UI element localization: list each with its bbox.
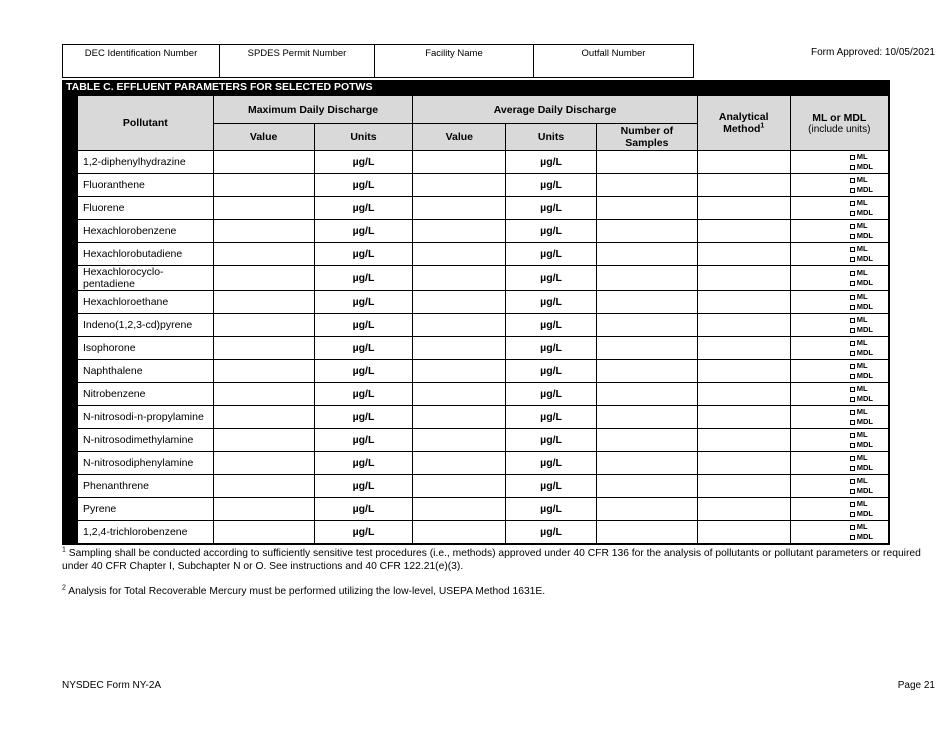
avg-daily-value-cell[interactable] — [413, 360, 506, 383]
ml-checkbox[interactable] — [850, 410, 855, 415]
ml-checkbox-label: ML — [856, 499, 868, 508]
field-label-dec-id: DEC Identification Number — [84, 48, 198, 59]
analytical-method-cell[interactable] — [697, 475, 790, 498]
analytical-method-footnote-marker: 1 — [760, 122, 765, 130]
avg-daily-value-cell[interactable] — [413, 383, 506, 406]
ml-mdl-cell — [790, 337, 889, 360]
header-avg-value: Value — [413, 124, 506, 151]
pollutant-name: N-nitrosodiphenylamine — [70, 452, 213, 475]
analytical-method-cell[interactable] — [697, 291, 790, 314]
max-daily-units-cell: µg/L — [314, 151, 413, 174]
number-of-samples-cell[interactable] — [596, 429, 697, 452]
max-daily-units-cell: µg/L — [314, 498, 413, 521]
ml-checkbox-label: ML — [856, 292, 868, 301]
ml-checkbox[interactable] — [850, 525, 855, 530]
analytical-method-cell[interactable] — [697, 266, 790, 291]
ml-checkbox-label: ML — [856, 476, 868, 485]
mdl-checkbox[interactable] — [850, 165, 855, 170]
ml-checkbox[interactable] — [850, 178, 855, 183]
max-daily-value-cell[interactable] — [213, 429, 314, 452]
footnote-1 — [62, 547, 938, 573]
number-of-samples-cell[interactable] — [596, 197, 697, 220]
table-row — [70, 314, 889, 337]
avg-daily-value-cell[interactable] — [413, 243, 506, 266]
table-row — [70, 174, 889, 197]
analytical-method-cell[interactable] — [697, 360, 790, 383]
ml-checkbox-label: ML — [856, 315, 868, 324]
number-of-samples-cell[interactable] — [596, 498, 697, 521]
table-row — [70, 197, 889, 220]
number-of-samples-cell[interactable] — [596, 452, 697, 475]
header-max-value: Value — [213, 124, 314, 151]
max-daily-units-cell: µg/L — [314, 220, 413, 243]
pollutant-name: Phenanthrene — [70, 475, 213, 498]
avg-daily-value-cell[interactable] — [413, 498, 506, 521]
ml-mdl-cell — [790, 174, 889, 197]
table-row — [70, 243, 889, 266]
field-label-facility-name: Facility Name — [425, 48, 483, 59]
avg-daily-units-cell: µg/L — [506, 220, 597, 243]
number-of-samples-cell[interactable] — [596, 243, 697, 266]
field-label-spdes-permit: SPDES Permit Number — [247, 48, 347, 59]
number-of-samples-cell[interactable] — [596, 314, 697, 337]
footer-form-number: NYSDEC Form NY-2A — [62, 680, 162, 691]
avg-daily-value-cell[interactable] — [413, 291, 506, 314]
ml-mdl-cell — [790, 291, 889, 314]
ml-checkbox-label: ML — [856, 430, 868, 439]
max-daily-value-cell[interactable] — [213, 360, 314, 383]
mdl-checkbox-label: MDL — [856, 440, 873, 449]
footnotes — [62, 547, 938, 598]
avg-daily-units-cell: µg/L — [506, 266, 597, 291]
ml-mdl-cell — [790, 266, 889, 291]
mdl-checkbox[interactable] — [850, 234, 855, 239]
header-ml-or-mdl — [790, 96, 889, 151]
ml-checkbox-label: ML — [856, 268, 868, 277]
avg-daily-units-cell: µg/L — [506, 174, 597, 197]
mdl-checkbox-label: MDL — [856, 208, 873, 217]
analytical-method-cell[interactable] — [697, 197, 790, 220]
avg-daily-value-cell[interactable] — [413, 220, 506, 243]
avg-daily-value-cell[interactable] — [413, 452, 506, 475]
ml-or-mdl-label: ML or MDL — [812, 111, 867, 124]
table-row — [70, 521, 889, 545]
ml-checkbox[interactable] — [850, 318, 855, 323]
table-row — [70, 291, 889, 314]
avg-daily-value-cell[interactable] — [413, 266, 506, 291]
avg-daily-units-cell: µg/L — [506, 360, 597, 383]
ml-mdl-cell — [790, 429, 889, 452]
max-daily-units-cell: µg/L — [314, 197, 413, 220]
number-of-samples-cell[interactable] — [596, 220, 697, 243]
max-daily-value-cell[interactable] — [213, 314, 314, 337]
mdl-checkbox-label: MDL — [856, 509, 873, 518]
pollutant-name: Isophorone — [70, 337, 213, 360]
max-daily-units-cell: µg/L — [314, 475, 413, 498]
mdl-checkbox[interactable] — [850, 328, 855, 333]
analytical-method-cell[interactable] — [697, 383, 790, 406]
number-of-samples-cell[interactable] — [596, 406, 697, 429]
page-footer — [62, 680, 935, 691]
table-row — [70, 498, 889, 521]
avg-daily-value-cell[interactable] — [413, 197, 506, 220]
header-number-of-samples: Number of Samples — [596, 124, 697, 151]
pollutant-name: Indeno(1,2,3-cd)pyrene — [70, 314, 213, 337]
ml-checkbox-label: ML — [856, 384, 868, 393]
max-daily-units-cell: µg/L — [314, 452, 413, 475]
ml-checkbox[interactable] — [850, 433, 855, 438]
ml-checkbox[interactable] — [850, 341, 855, 346]
avg-daily-units-cell: µg/L — [506, 452, 597, 475]
mdl-checkbox-label: MDL — [856, 463, 873, 472]
mdl-checkbox[interactable] — [850, 420, 855, 425]
max-daily-value-cell[interactable] — [213, 406, 314, 429]
number-of-samples-cell[interactable] — [596, 291, 697, 314]
max-daily-value-cell[interactable] — [213, 197, 314, 220]
table-row — [70, 406, 889, 429]
avg-daily-value-cell[interactable] — [413, 337, 506, 360]
max-daily-value-cell[interactable] — [213, 291, 314, 314]
footnote-2-marker: 2 — [62, 584, 66, 592]
avg-daily-units-cell: µg/L — [506, 406, 597, 429]
ml-checkbox-label: ML — [856, 338, 868, 347]
ml-checkbox-label: ML — [856, 244, 868, 253]
ml-checkbox-label: ML — [856, 453, 868, 462]
max-daily-value-cell[interactable] — [213, 383, 314, 406]
mdl-checkbox-label: MDL — [856, 278, 873, 287]
ml-checkbox-label: ML — [856, 522, 868, 531]
footer-page-number: Page 21 — [897, 680, 935, 691]
max-daily-value-cell[interactable] — [213, 498, 314, 521]
header-max-units: Units — [314, 124, 413, 151]
pollutant-name: 1,2,4-trichlorobenzene — [70, 521, 213, 545]
mdl-checkbox-label: MDL — [856, 162, 873, 171]
outfall-number-input[interactable] — [534, 59, 693, 77]
dec-id-input[interactable] — [63, 59, 219, 77]
pollutant-name: Fluorene — [70, 197, 213, 220]
mdl-checkbox[interactable] — [850, 281, 855, 286]
table-row — [70, 452, 889, 475]
avg-daily-value-cell[interactable] — [413, 429, 506, 452]
ml-checkbox-label: ML — [856, 198, 868, 207]
max-daily-value-cell[interactable] — [213, 243, 314, 266]
avg-daily-value-cell[interactable] — [413, 475, 506, 498]
number-of-samples-cell[interactable] — [596, 151, 697, 174]
pollutant-name: N-nitrosodimethylamine — [70, 429, 213, 452]
table-row — [70, 151, 889, 174]
number-of-samples-cell[interactable] — [596, 174, 697, 197]
number-of-samples-cell[interactable] — [596, 521, 697, 545]
mdl-checkbox[interactable] — [850, 466, 855, 471]
header-analytical-method — [697, 96, 790, 151]
ml-checkbox[interactable] — [850, 295, 855, 300]
avg-daily-units-cell: µg/L — [506, 337, 597, 360]
ml-checkbox[interactable] — [850, 247, 855, 252]
number-of-samples-cell[interactable] — [596, 266, 697, 291]
mdl-checkbox[interactable] — [850, 351, 855, 356]
ml-checkbox[interactable] — [850, 456, 855, 461]
max-daily-value-cell[interactable] — [213, 521, 314, 545]
effluent-parameters-table — [62, 95, 890, 545]
avg-daily-units-cell: µg/L — [506, 383, 597, 406]
ml-mdl-cell — [790, 406, 889, 429]
facility-name-input[interactable] — [375, 59, 533, 77]
header-avg-units: Units — [506, 124, 597, 151]
mdl-checkbox[interactable] — [850, 374, 855, 379]
field-box-dec-id — [62, 44, 220, 78]
max-daily-value-cell[interactable] — [213, 220, 314, 243]
footnote-2 — [62, 585, 938, 598]
max-daily-units-cell: µg/L — [314, 266, 413, 291]
mdl-checkbox[interactable] — [850, 211, 855, 216]
ml-checkbox[interactable] — [850, 155, 855, 160]
ml-checkbox[interactable] — [850, 271, 855, 276]
ml-checkbox[interactable] — [850, 502, 855, 507]
max-daily-value-cell[interactable] — [213, 475, 314, 498]
footnote-2-text: Analysis for Total Recoverable Mercury must be performed utilizing the low-level, USEPA Method 1631E. — [68, 586, 546, 597]
mdl-checkbox-label: MDL — [856, 302, 873, 311]
number-of-samples-cell[interactable] — [596, 475, 697, 498]
avg-daily-value-cell[interactable] — [413, 174, 506, 197]
table-row — [70, 360, 889, 383]
ml-mdl-cell — [790, 360, 889, 383]
ml-mdl-cell — [790, 498, 889, 521]
avg-daily-units-cell: µg/L — [506, 475, 597, 498]
ml-mdl-cell — [790, 243, 889, 266]
mdl-checkbox-label: MDL — [856, 254, 873, 263]
avg-daily-units-cell: µg/L — [506, 151, 597, 174]
ml-mdl-cell — [790, 151, 889, 174]
table-row — [70, 266, 889, 291]
pollutant-name: Hexachlorobenzene — [70, 220, 213, 243]
footnote-1-text: Sampling shall be conducted according to sufficiently sensitive test procedures (i.e., methods) approved under 40 CFR 136 for the analysis of pollutants or pollutant parameters or required under 40 CFR Chapter I, Subchapter N or O. See instructions and 40 CFR 122.21(e)(3). — [62, 548, 921, 572]
ml-checkbox-label: ML — [856, 152, 868, 161]
pollutant-name: Hexachlorocyclo-pentadiene — [70, 266, 213, 291]
pollutant-name: 1,2-diphenylhydrazine — [70, 151, 213, 174]
mdl-checkbox[interactable] — [850, 257, 855, 262]
number-of-samples-cell[interactable] — [596, 337, 697, 360]
ml-mdl-cell — [790, 220, 889, 243]
mdl-checkbox[interactable] — [850, 443, 855, 448]
field-box-spdes-permit — [219, 44, 375, 78]
ml-checkbox-label: ML — [856, 175, 868, 184]
ml-mdl-cell — [790, 383, 889, 406]
max-daily-units-cell: µg/L — [314, 406, 413, 429]
mdl-checkbox-label: MDL — [856, 371, 873, 380]
avg-daily-units-cell: µg/L — [506, 314, 597, 337]
pollutant-name: Hexachlorobutadiene — [70, 243, 213, 266]
max-daily-units-cell: µg/L — [314, 360, 413, 383]
avg-daily-units-cell: µg/L — [506, 291, 597, 314]
ml-checkbox-label: ML — [856, 221, 868, 230]
ml-checkbox[interactable] — [850, 224, 855, 229]
analytical-method-cell[interactable] — [697, 314, 790, 337]
avg-daily-value-cell[interactable] — [413, 314, 506, 337]
max-daily-value-cell[interactable] — [213, 151, 314, 174]
ml-mdl-cell — [790, 521, 889, 545]
avg-daily-value-cell[interactable] — [413, 521, 506, 545]
ml-mdl-cell — [790, 314, 889, 337]
analytical-method-cell[interactable] — [697, 498, 790, 521]
analytical-method-cell[interactable] — [697, 406, 790, 429]
number-of-samples-cell[interactable] — [596, 383, 697, 406]
include-units-label: (include units) — [808, 123, 871, 135]
avg-daily-units-cell: µg/L — [506, 197, 597, 220]
max-daily-units-cell: µg/L — [314, 337, 413, 360]
mdl-checkbox-label: MDL — [856, 325, 873, 334]
mdl-checkbox[interactable] — [850, 188, 855, 193]
pollutant-name: Nitrobenzene — [70, 383, 213, 406]
mdl-checkbox[interactable] — [850, 397, 855, 402]
number-of-samples-cell[interactable] — [596, 360, 697, 383]
mdl-checkbox-label: MDL — [856, 486, 873, 495]
mdl-checkbox-label: MDL — [856, 532, 873, 541]
max-daily-units-cell: µg/L — [314, 521, 413, 545]
table-title: TABLE C. EFFLUENT PARAMETERS FOR SELECTED POTWS — [62, 80, 890, 95]
ml-mdl-cell — [790, 452, 889, 475]
max-daily-value-cell[interactable] — [213, 337, 314, 360]
avg-daily-value-cell[interactable] — [413, 151, 506, 174]
avg-daily-units-cell: µg/L — [506, 243, 597, 266]
ml-mdl-cell — [790, 197, 889, 220]
mdl-checkbox[interactable] — [850, 305, 855, 310]
max-daily-units-cell: µg/L — [314, 429, 413, 452]
field-label-outfall-number: Outfall Number — [581, 48, 646, 59]
max-daily-units-cell: µg/L — [314, 383, 413, 406]
max-daily-units-cell: µg/L — [314, 174, 413, 197]
analytical-method-cell[interactable] — [697, 429, 790, 452]
field-box-facility-name — [374, 44, 534, 78]
mdl-checkbox-label: MDL — [856, 394, 873, 403]
spdes-permit-input[interactable] — [220, 59, 374, 77]
pollutant-name: Hexachloroethane — [70, 291, 213, 314]
field-box-outfall-number — [533, 44, 694, 78]
max-daily-value-cell[interactable] — [213, 266, 314, 291]
ml-checkbox[interactable] — [850, 387, 855, 392]
header-avg-daily-discharge: Average Daily Discharge — [413, 96, 697, 124]
analytical-method-cell[interactable] — [697, 243, 790, 266]
header-field-boxes — [62, 44, 694, 78]
analytical-method-cell[interactable] — [697, 174, 790, 197]
max-daily-units-cell: µg/L — [314, 291, 413, 314]
avg-daily-value-cell[interactable] — [413, 406, 506, 429]
table-row — [70, 429, 889, 452]
ml-checkbox-label: ML — [856, 361, 868, 370]
analytical-method-cell[interactable] — [697, 220, 790, 243]
ml-checkbox[interactable] — [850, 201, 855, 206]
pollutant-name: N-nitrosodi-n-propylamine — [70, 406, 213, 429]
max-daily-units-cell: µg/L — [314, 243, 413, 266]
max-daily-value-cell[interactable] — [213, 452, 314, 475]
table-row — [70, 337, 889, 360]
ml-checkbox[interactable] — [850, 364, 855, 369]
analytical-method-cell[interactable] — [697, 452, 790, 475]
mdl-checkbox[interactable] — [850, 489, 855, 494]
avg-daily-units-cell: µg/L — [506, 498, 597, 521]
mdl-checkbox-label: MDL — [856, 231, 873, 240]
table-row — [70, 383, 889, 406]
avg-daily-units-cell: µg/L — [506, 521, 597, 545]
mdl-checkbox[interactable] — [850, 512, 855, 517]
mdl-checkbox[interactable] — [850, 535, 855, 540]
ml-mdl-cell — [790, 475, 889, 498]
header-pollutant: Pollutant — [70, 96, 213, 151]
mdl-checkbox-label: MDL — [856, 185, 873, 194]
analytical-method-cell[interactable] — [697, 521, 790, 545]
max-daily-value-cell[interactable] — [213, 174, 314, 197]
table-row — [70, 475, 889, 498]
mdl-checkbox-label: MDL — [856, 348, 873, 357]
ml-checkbox[interactable] — [850, 479, 855, 484]
pollutant-name: Fluoranthene — [70, 174, 213, 197]
analytical-method-label: Analytical Method — [718, 111, 769, 135]
footnote-1-marker: 1 — [62, 546, 66, 554]
max-daily-units-cell: µg/L — [314, 314, 413, 337]
form-approved-text: Form Approved: 10/05/2021 — [811, 47, 935, 58]
pollutant-name: Naphthalene — [70, 360, 213, 383]
mdl-checkbox-label: MDL — [856, 417, 873, 426]
avg-daily-units-cell: µg/L — [506, 429, 597, 452]
table-row — [70, 220, 889, 243]
analytical-method-cell[interactable] — [697, 337, 790, 360]
ml-checkbox-label: ML — [856, 407, 868, 416]
pollutant-table-body — [70, 151, 889, 545]
analytical-method-cell[interactable] — [697, 151, 790, 174]
pollutant-name: Pyrene — [70, 498, 213, 521]
header-max-daily-discharge: Maximum Daily Discharge — [213, 96, 413, 124]
